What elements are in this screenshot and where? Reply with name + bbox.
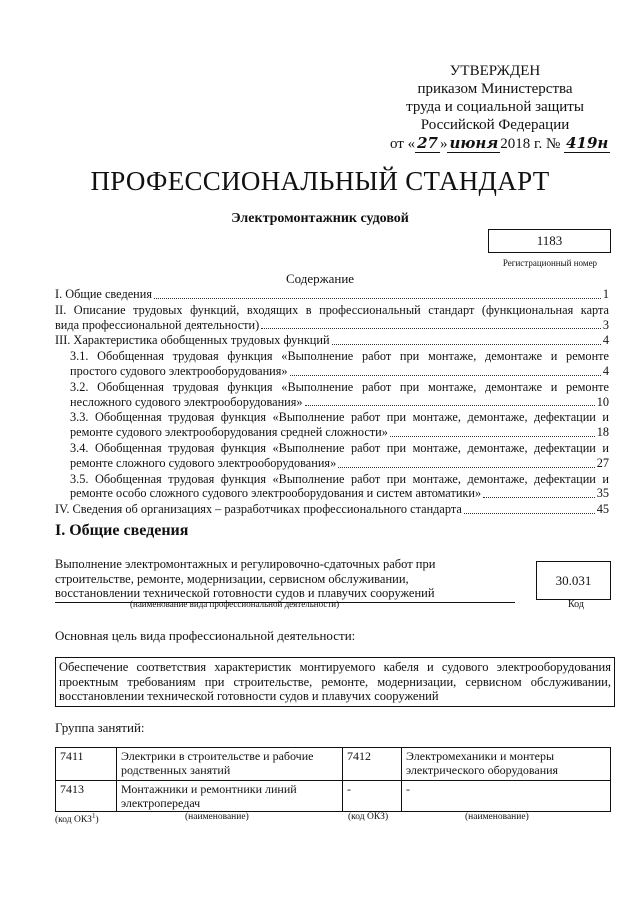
okz-name-cell: - — [402, 781, 611, 812]
goal-line: проектным требованиям при строительстве, ремонте, модернизации, сервисном обслуживании, — [59, 674, 611, 689]
approval-line-2: труда и социальной защиты — [406, 99, 584, 115]
section-heading: I. Общие сведения — [55, 522, 189, 539]
toc-leader — [332, 344, 601, 345]
toc-entry-row — [70, 486, 609, 501]
caption-name: (наименование) — [185, 812, 249, 822]
toc-entry-row — [70, 364, 609, 379]
toc-page-number: 4 — [602, 363, 609, 378]
toc-entry-text: III. Характеристика обобщенных трудовых функций — [55, 333, 330, 348]
footnote-mark: 1 — [91, 812, 96, 820]
toc-page-number: 4 — [602, 333, 609, 348]
okz-code-cell: 7413 — [56, 781, 117, 812]
activity-kind-line: Выполнение электромонтажных и регулировочно-сдаточных работ при — [55, 557, 436, 571]
toc-entry-row — [70, 395, 609, 410]
toc-entry-row — [70, 456, 609, 471]
standard-name: Электромонтажник судовой — [231, 211, 409, 226]
okz-code-cell: 7412 — [343, 748, 402, 781]
occupation-group-table — [55, 747, 611, 812]
approval-line-3: Российской Федерации — [420, 117, 570, 133]
toc-leader — [390, 436, 595, 437]
toc-entry-row — [55, 287, 609, 302]
registration-number-box: 1183 — [488, 229, 611, 253]
okz-code-cell: 7411 — [56, 748, 117, 781]
toc-leader — [261, 328, 601, 329]
toc-entry — [55, 502, 609, 517]
toc-leader — [338, 467, 594, 468]
date-day: 27 — [417, 134, 438, 152]
toc-entry-row — [70, 425, 609, 440]
date-month: июня — [449, 134, 499, 152]
toc-entry — [55, 349, 609, 379]
activity-kind-line: восстановлении технической готовности судов и плавучих сооружений — [55, 586, 435, 600]
table-row — [56, 781, 611, 812]
okz-name-cell: Электрики в строительстве и рабочие родственных занятий — [117, 748, 343, 781]
caption-name-2: (наименование) — [465, 812, 529, 822]
caption-okz-code — [55, 812, 99, 825]
approval-date-line: от « 27 » июня 2018 г. № 419н — [390, 134, 609, 152]
toc-page-number: 1 — [602, 287, 609, 301]
caption-okz-code-2: (код ОКЗ) — [348, 812, 389, 822]
toc-entry-text: вида профессиональной деятельности) — [55, 317, 260, 332]
activity-code-caption: Код — [568, 599, 584, 610]
toc-page-number: 27 — [596, 455, 609, 470]
toc-entry-text: 3.1. Обобщенная трудовая функция «Выполнение работ при монтаже, демонтаже и ремонте — [70, 349, 609, 364]
toc-leader — [154, 298, 601, 299]
approval-block — [390, 62, 609, 153]
approval-heading: УТВЕРЖДЕН — [449, 63, 541, 79]
registration-number-label: Регистрационный номер — [502, 258, 598, 268]
date-prefix: от « — [390, 136, 416, 152]
date-year: 2018 г. № — [500, 136, 561, 152]
toc-entry-row — [55, 318, 609, 333]
caption-text: (код ОКЗ — [55, 815, 92, 826]
activity-kind-caption: (наименование вида профессиональной деятельности) — [130, 599, 340, 609]
table-of-contents — [55, 287, 609, 518]
toc-entry-row — [55, 333, 609, 348]
toc-page-number: 18 — [596, 425, 609, 440]
goal-line: восстановлении технической готовности судов и плавучих сооружений — [59, 689, 439, 703]
toc-leader — [464, 513, 595, 514]
toc-leader — [290, 375, 601, 376]
table-row — [56, 748, 611, 781]
toc-heading: Содержание — [285, 271, 355, 286]
toc-page-number: 3 — [602, 317, 609, 332]
toc-entry — [55, 303, 609, 333]
toc-entry-text: простого судового электрооборудования» — [70, 363, 288, 378]
toc-entry — [55, 380, 609, 410]
toc-entry — [55, 441, 609, 471]
toc-entry-text: ремонте сложного судового электрооборудования» — [70, 455, 337, 470]
toc-entry-row — [55, 502, 609, 517]
caption-text: ) — [95, 815, 99, 826]
activity-kind-name — [55, 557, 515, 603]
goal-box — [55, 657, 615, 707]
toc-entry — [55, 333, 609, 348]
occupation-group-label: Группа занятий: — [55, 720, 145, 735]
toc-page-number: 35 — [596, 486, 609, 501]
toc-page-number: 45 — [596, 502, 609, 517]
page-title: ПРОФЕССИОНАЛЬНЫЙ СТАНДАРТ — [90, 166, 550, 196]
toc-entry-text: 3.5. Обобщенная трудовая функция «Выполнение работ при монтаже, демонтаже, дефектации и — [70, 471, 609, 486]
toc-entry-text: II. Описание трудовых функций, входящих в профессиональный стандарт (функциональная карта — [55, 302, 609, 317]
toc-leader — [483, 497, 595, 498]
toc-leader — [305, 405, 595, 406]
toc-entry-text: ремонте судового электрооборудования средней сложности» — [70, 425, 388, 440]
toc-entry-text: IV. Сведения об организациях – разработчиках профессионального стандарта — [55, 502, 462, 517]
toc-entry-text: ремонте особо сложного судового электрооборудования и систем автоматики» — [70, 486, 482, 501]
toc-entry-text: 3.4. Обобщенная трудовая функция «Выполнение работ при монтаже, демонтаже, дефектации и — [70, 440, 609, 455]
approval-line-1: приказом Министерства — [417, 81, 573, 97]
order-number: 419н — [566, 134, 609, 152]
goal-line: Обеспечение соответствия характеристик монтируемого кабеля и судового электрооборудования — [59, 660, 611, 674]
toc-entry — [55, 472, 609, 502]
goal-label: Основная цель вида профессиональной деятельности: — [55, 628, 356, 643]
activity-code-box: 30.031 — [536, 561, 611, 600]
okz-name-cell: Электромеханики и монтеры электрического оборудования — [402, 748, 611, 781]
toc-entry-text: 3.3. Обобщенная трудовая функция «Выполнение работ при монтаже, демонтаже, дефектации и — [70, 410, 609, 425]
toc-entry — [55, 410, 609, 440]
toc-entry-text: I. Общие сведения — [55, 287, 152, 301]
toc-entry-text: несложного судового электрооборудования» — [70, 394, 303, 409]
okz-name-cell: Монтажники и ремонтники линий электропередач — [117, 781, 343, 812]
okz-code-cell: - — [343, 781, 402, 812]
activity-kind-line: строительстве, ремонте, модернизации, сервисном обслуживании, — [55, 571, 409, 586]
toc-entry — [55, 287, 609, 302]
toc-page-number: 10 — [596, 394, 609, 409]
toc-entry-text: 3.2. Обобщенная трудовая функция «Выполнение работ при монтаже, демонтаже и ремонте — [70, 379, 609, 394]
